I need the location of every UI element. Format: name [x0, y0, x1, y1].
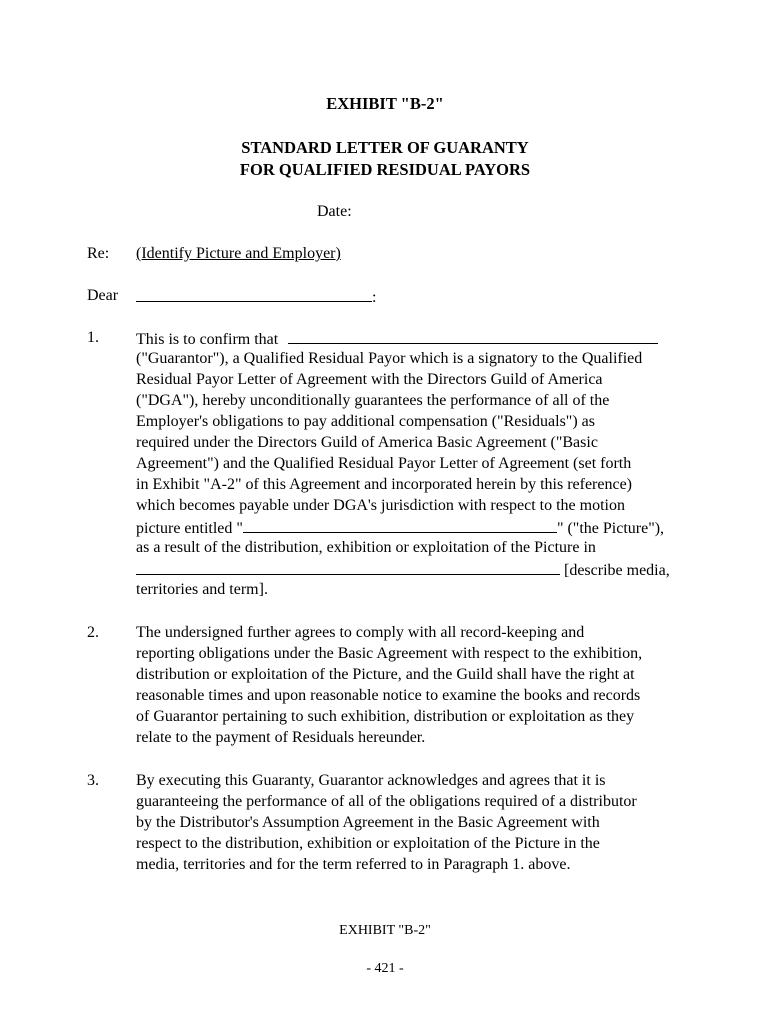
paragraph-1-line-6: required under the Directors Guild of America Basic Agreement ("Basic [136, 434, 598, 451]
salutation-blank-line [136, 287, 376, 307]
footer-exhibit: EXHIBIT "B-2" [339, 923, 431, 938]
paragraph-1-line-10 [136, 518, 664, 538]
paragraph-3-line-3: by the Distributor's Assumption Agreement in the Basic Agreement with [136, 814, 600, 831]
paragraph-1-line-3: Residual Payor Letter of Agreement with the Directors Guild of America [136, 371, 603, 388]
the-picture-text: " ("the Picture"), [556, 520, 665, 537]
title-line-1: STANDARD LETTER OF GUARANTY [241, 138, 529, 157]
media-blank [136, 560, 560, 575]
describe-media-text: [describe media, [564, 562, 670, 579]
paragraph-2-line-6: relate to the payment of Residuals hereunder. [136, 729, 426, 746]
paragraph-2-line-4: reasonable times and upon reasonable notice to examine the books and records [136, 687, 641, 704]
paragraph-1-line-7: Agreement") and the Qualified Residual Payor Letter of Agreement (set forth [136, 455, 632, 472]
paragraph-1-line-11: as a result of the distribution, exhibition or exploitation of the Picture in [136, 539, 596, 556]
paragraph-3-line-2: guaranteeing the performance of all of the obligations required of a distributor [136, 793, 637, 810]
page-number: - 421 - [366, 961, 404, 976]
picture-entitled-text: picture entitled " [136, 520, 243, 537]
paragraph-1-line-4: ("DGA"), hereby unconditionally guarantees the performance of all of the [136, 392, 610, 409]
paragraph-2-number: 2. [87, 624, 99, 641]
re-value: (Identify Picture and Employer) [136, 245, 341, 262]
paragraph-3-line-1: By executing this Guaranty, Guarantor acknowledges and agrees that it is [136, 772, 606, 789]
paragraph-2-line-2: reporting obligations under the Basic Agreement with respect to the exhibition, [136, 645, 643, 662]
paragraph-3-line-5: media, territories and for the term referred to in Paragraph 1. above. [136, 856, 571, 873]
paragraph-1-number: 1. [87, 329, 99, 346]
paragraph-1-line-9: which becomes payable under DGA's jurisdiction with respect to the motion [136, 497, 625, 514]
paragraph-3-number: 3. [87, 772, 99, 789]
paragraph-1-line-1-text: This is to confirm that [136, 331, 279, 348]
paragraph-1-line-1 [136, 329, 658, 349]
paragraph-1-line-2: ("Guarantor"), a Qualified Residual Payor which is a signatory to the Qualified [136, 350, 643, 367]
paragraph-2-line-1: The undersigned further agrees to comply with all record-keeping and [136, 624, 585, 641]
guarantor-blank [288, 329, 658, 344]
paragraph-2-line-3: distribution or exploitation of the Picture, and the Guild shall have the right at [136, 666, 635, 683]
date-label: Date: [317, 203, 352, 220]
paragraph-1-line-12 [136, 560, 670, 580]
paragraph-1-line-13: territories and term]. [136, 581, 268, 598]
paragraph-3-line-4: respect to the distribution, exhibition or exploitation of the Picture in the [136, 835, 600, 852]
salutation-colon: : [372, 289, 377, 306]
paragraph-2-line-5: of Guarantor pertaining to such exhibition, distribution or exploitation as they [136, 708, 635, 725]
salutation-label: Dear [87, 287, 119, 304]
addressee-blank [136, 287, 372, 302]
picture-title-blank [243, 518, 557, 533]
exhibit-title: EXHIBIT "B-2" [326, 94, 444, 113]
title-line-2: FOR QUALIFIED RESIDUAL PAYORS [239, 160, 531, 179]
paragraph-1-line-5: Employer's obligations to pay additional compensation ("Residuals") as [136, 413, 595, 430]
re-label: Re: [87, 245, 110, 262]
paragraph-1-line-8: in Exhibit "A-2" of this Agreement and incorporated herein by this reference) [136, 476, 633, 493]
